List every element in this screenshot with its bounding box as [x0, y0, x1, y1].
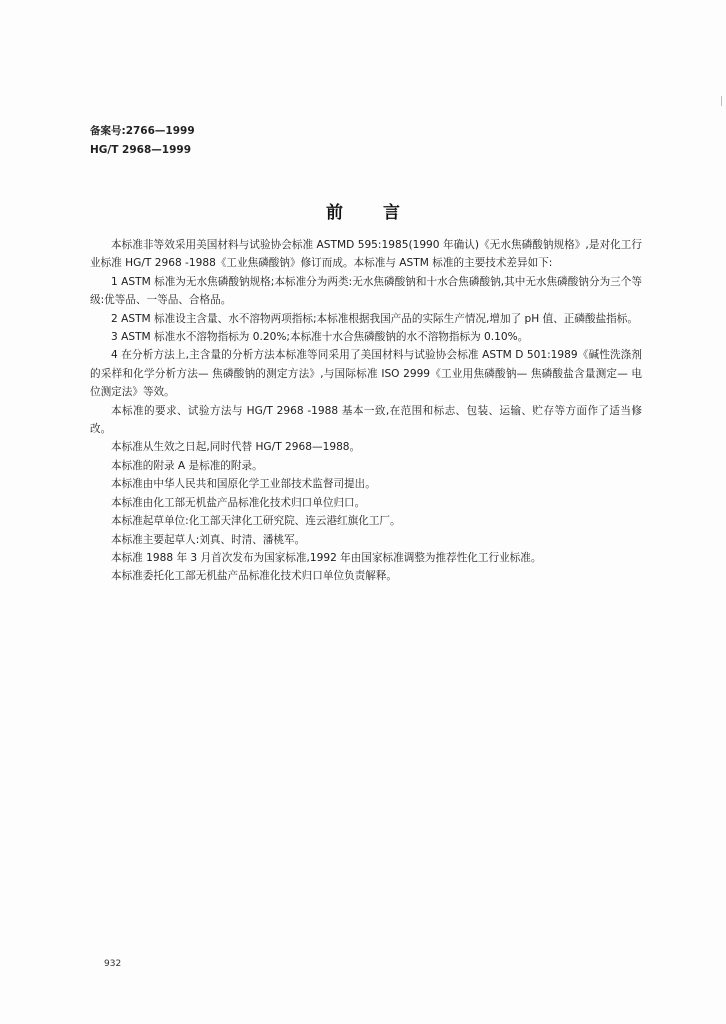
page-number: 932 [104, 959, 122, 969]
foreword-body [90, 236, 642, 586]
paragraph: 2 ASTM 标准设主含量、水不溶物两项指标;本标准根据我国产品的实际生产情况,增加了 pH 值、正磷酸盐指标。 [111, 312, 638, 325]
paragraph: 本标准委托化工部无机盐产品标准化技术归口单位负责解释。 [111, 570, 398, 583]
standard-number: HG/T 2968—1999 [90, 144, 192, 156]
page-title: 前言 [326, 203, 440, 223]
paragraph: 本标准起草单位:化工部天津化工研究院、连云港红旗化工厂。 [111, 515, 401, 528]
paragraph: 本标准非等效采用美国材料与试验协会标准 ASTMD 595:1985(1990 年确认)《无水焦磷酸钠规格》,是对化工行业标准 HG/T 2968 -1988《工业焦磷酸钠》修订而成。本标准与 ASTM 标准的主要技术差异如下: [90, 239, 642, 270]
paragraph: 3 ASTM 标准水不溶物指标为 0.20%;本标准十水合焦磷酸钠的水不溶物指标为 0.10%。 [111, 331, 529, 344]
paragraph: 本标准 1988 年 3 月首次发布为国家标准,1992 年由国家标准调整为推荐性化工行业标准。 [111, 551, 542, 564]
paragraph: 本标准由中华人民共和国原化学工业部技术监督司提出。 [111, 478, 376, 491]
scan-mark [721, 96, 722, 106]
record-number: 备案号:2766—1999 [90, 125, 195, 137]
paragraph: 本标准由化工部无机盐产品标准化技术归口单位归口。 [111, 496, 366, 509]
document-header [90, 122, 195, 160]
paragraph: 本标准的要求、试验方法与 HG/T 2968 -1988 基本一致,在范围和标志、包装、运输、贮存等方面作了适当修改。 [90, 404, 642, 436]
paragraph: 4 在分析方法上,主含量的分析方法本标准等同采用了美国材料与试验协会标准 ASTM D 501:1989《碱性洗涤剂的采样和化学分析方法— 焦磷酸钠的测定方法》,与国际标准 ISO 2999《工业用焦磷酸钠— 焦磷酸盐含量测定— 电位测定法》等效。 [90, 349, 642, 399]
paragraph: 本标准从生效之日起,同时代替 HG/T 2968—1988。 [111, 441, 361, 454]
paragraph: 1 ASTM 标准为无水焦磷酸钠规格;本标准分为两类:无水焦磷酸钠和十水合焦磷酸钠,其中无水焦磷酸钠分为三个等级:优等品、一等品、合格品。 [90, 275, 642, 307]
paragraph: 本标准主要起草人:刘真、时清、潘桃军。 [111, 533, 306, 546]
paragraph: 本标准的附录 A 是标准的附录。 [111, 459, 263, 472]
